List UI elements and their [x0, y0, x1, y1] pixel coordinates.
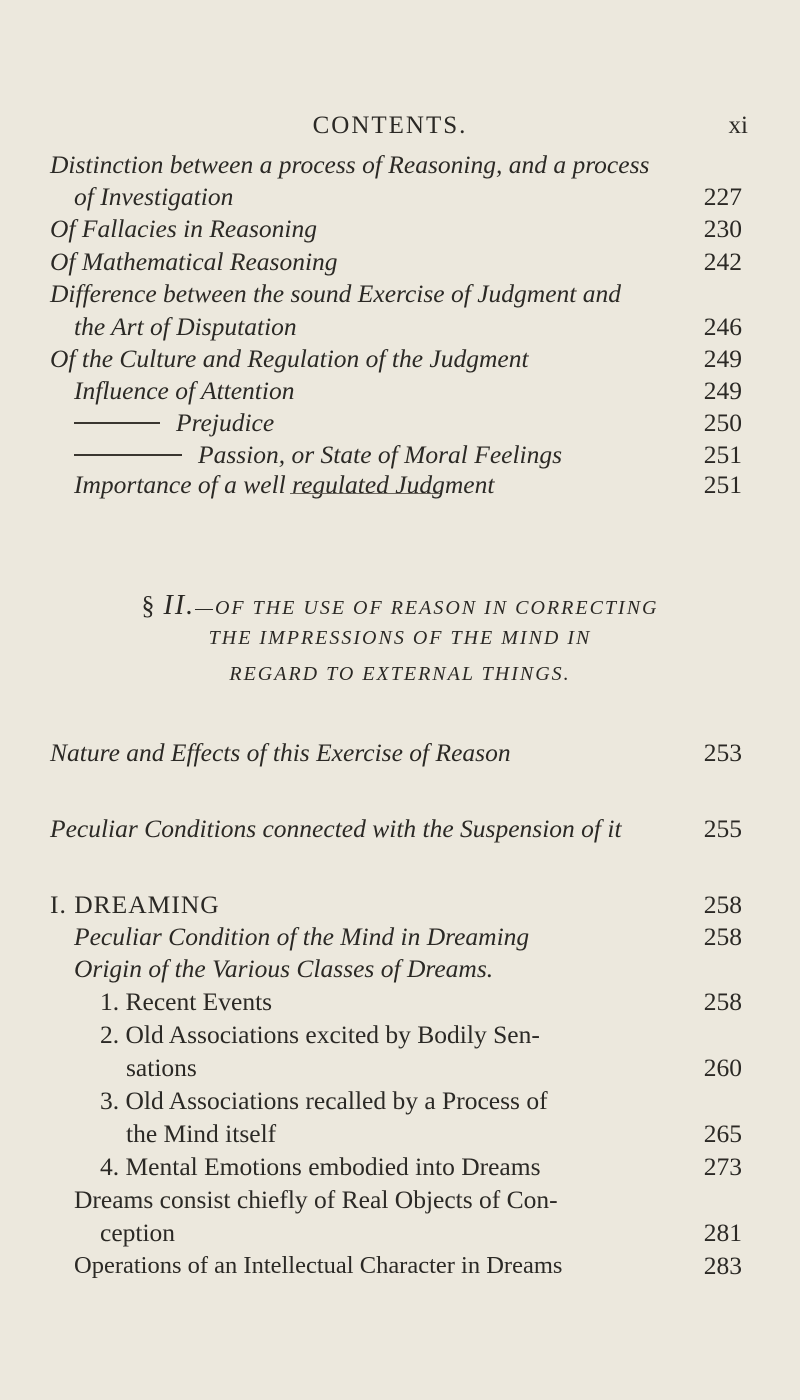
- ditto-rule: [74, 454, 182, 456]
- page-number: xi: [728, 112, 748, 139]
- toc-page-number: 253: [703, 738, 742, 767]
- toc-page-number: 258: [703, 987, 742, 1016]
- toc-entry: ception 281: [0, 1216, 800, 1250]
- ditto-rule: [74, 422, 160, 424]
- toc-entry: the Art of Disputation 246: [0, 310, 800, 344]
- toc-entry: Distinction between a process of Reasoning, and a process: [50, 150, 650, 179]
- section-heading: § II.—OF THE USE OF REASON IN CORRECTING: [141, 590, 659, 621]
- toc-entry: Passion, or State of Moral Feelings 251: [0, 438, 800, 472]
- toc-entry: Nature and Effects of this Exercise of Reason 253: [0, 736, 800, 770]
- toc-entry: Dreams consist chiefly of Real Objects of Con-: [74, 1185, 558, 1214]
- toc-entry: of Investigation 227: [0, 180, 800, 214]
- toc-entry: 4. Mental Emotions embodied into Dreams 273: [0, 1150, 800, 1184]
- toc-entry: Peculiar Conditions connected with the Suspension of it 255: [0, 812, 800, 846]
- toc-page-number: 246: [703, 312, 742, 341]
- toc-page-number: 251: [703, 440, 742, 469]
- section-heading-line: THE IMPRESSIONS OF THE MIND IN: [208, 627, 592, 649]
- toc-page-number: 283: [703, 1251, 742, 1280]
- toc-entry: the Mind itself 265: [0, 1117, 800, 1151]
- toc-entry: Of Fallacies in Reasoning 230: [0, 212, 800, 246]
- toc-entry: Peculiar Condition of the Mind in Dreaming 258: [0, 920, 800, 954]
- toc-entry: Of Mathematical Reasoning 242: [0, 245, 800, 279]
- toc-entry: 2. Old Associations excited by Bodily Sen-: [100, 1020, 540, 1049]
- toc-page-number: 227: [703, 182, 742, 211]
- toc-entry: Operations of an Intellectual Character in Dreams 283: [0, 1249, 800, 1283]
- toc-entry: Importance of a well regulated Judgment 251: [0, 468, 800, 502]
- toc-entry: sations 260: [0, 1051, 800, 1085]
- toc-entry: Origin of the Various Classes of Dreams.: [74, 954, 494, 983]
- toc-page-number: 273: [703, 1152, 742, 1181]
- toc-entry: I. DREAMING 258: [0, 888, 800, 922]
- toc-page-number: 258: [703, 922, 742, 951]
- toc-page-number: 260: [703, 1053, 742, 1082]
- toc-page-number: 258: [703, 890, 742, 919]
- section-divider: [290, 493, 440, 494]
- toc-page-number: 249: [703, 344, 742, 373]
- toc-page-number: 249: [703, 376, 742, 405]
- toc-entry: Prejudice 250: [0, 406, 800, 440]
- toc-entry: Difference between the sound Exercise of Judgment and: [50, 279, 621, 308]
- running-title: CONTENTS.: [312, 112, 468, 139]
- toc-page-number: 265: [703, 1119, 742, 1148]
- toc-page-number: 251: [703, 470, 742, 499]
- toc-page-number: 230: [703, 214, 742, 243]
- toc-entry: 1. Recent Events 258: [0, 985, 800, 1019]
- toc-entry: Of the Culture and Regulation of the Judgment 249: [0, 342, 800, 376]
- toc-page-number: 281: [703, 1218, 742, 1247]
- section-heading-line: REGARD TO EXTERNAL THINGS.: [229, 663, 571, 685]
- toc-page-number: 242: [703, 247, 742, 276]
- page-header: [0, 112, 800, 152]
- toc-entry: Influence of Attention 249: [0, 374, 800, 408]
- toc-entry: 3. Old Associations recalled by a Process of: [100, 1086, 548, 1115]
- toc-page-number: 250: [703, 408, 742, 437]
- toc-page-number: 255: [703, 814, 742, 843]
